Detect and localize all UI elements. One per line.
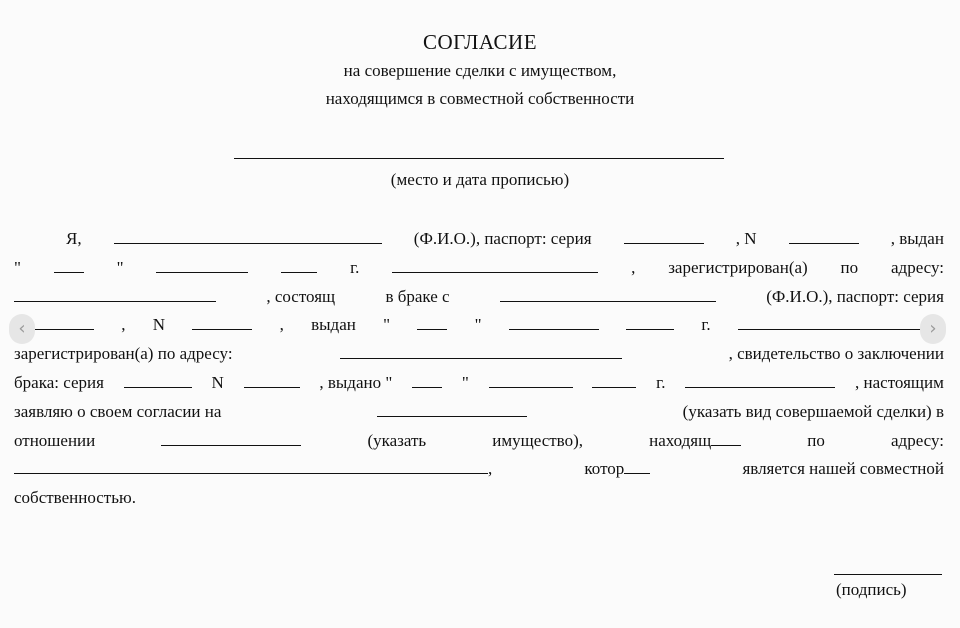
body-line-3 <box>14 283 944 312</box>
document-title: СОГЛАСИЕ <box>422 30 538 54</box>
body-line-5 <box>14 340 944 369</box>
spouse-issue-day-blank <box>417 315 447 330</box>
text-segment: , настоящим <box>855 372 944 392</box>
spouse-issued-by-blank <box>738 315 944 330</box>
issue-year-blank <box>281 258 317 273</box>
text-segment: котор <box>584 459 625 479</box>
text-segment: " <box>14 257 21 277</box>
text-segment: (указать <box>367 430 427 450</box>
text-segment: г. <box>701 315 711 335</box>
text-segment: " <box>116 257 124 277</box>
text-segment: является нашей совместной <box>742 459 944 479</box>
text-segment: в браке с <box>385 286 450 306</box>
text-segment: , <box>488 459 493 479</box>
document-subtitle-line-1: на совершение сделки с имуществом, <box>343 61 617 80</box>
text-segment: адресу: <box>891 430 944 450</box>
text-segment: N <box>152 315 166 335</box>
text-segment: имущество), <box>492 430 583 450</box>
issue-day-blank <box>54 258 84 273</box>
text-segment: Я, <box>66 229 82 248</box>
body-line-8 <box>14 427 944 456</box>
body-line-7 <box>14 398 944 427</box>
certificate-issuer-blank <box>685 373 835 388</box>
text-segment: по <box>807 430 825 450</box>
text-segment: , <box>631 257 636 277</box>
text-segment: , N <box>735 229 757 248</box>
text-segment: г. <box>350 257 360 277</box>
certificate-day-blank <box>412 373 442 388</box>
property-blank <box>161 431 301 446</box>
document-subtitle-line-2: находящимся в совместной собственности <box>325 89 635 108</box>
spouse-issue-month-blank <box>509 315 599 330</box>
body-line-4 <box>14 311 944 340</box>
text-segment: , свидетельство о заключении <box>728 344 944 364</box>
passport-number-blank <box>789 229 859 244</box>
text-segment: , <box>279 315 284 335</box>
property-address-blank <box>14 459 488 474</box>
passport-series-blank <box>624 229 704 244</box>
chevron-right-icon[interactable]: › <box>920 314 946 344</box>
text-segment: брака: серия <box>14 372 104 392</box>
text-segment: зарегистрирован(а) по адресу: <box>14 344 233 364</box>
address-blank <box>14 287 216 302</box>
certificate-number-blank <box>244 373 300 388</box>
text-segment: " <box>474 315 482 335</box>
text-segment: , <box>121 315 126 335</box>
text-segment: адресу: <box>891 257 944 277</box>
text-segment: " <box>461 372 469 392</box>
text-segment: выдан <box>311 315 356 335</box>
text-segment: , состоящ <box>266 286 336 306</box>
issued-by-blank <box>392 258 598 273</box>
deal-type-blank <box>377 402 527 417</box>
text-segment: , выдано " <box>319 372 393 392</box>
chevron-left-icon[interactable]: ‹ <box>9 314 35 344</box>
spouse-fio-blank <box>500 287 716 302</box>
text-segment: (указать вид совершаемой сделки) в <box>682 401 944 421</box>
consent-body <box>14 225 944 513</box>
signature-blank <box>834 574 942 575</box>
text-segment: зарегистрирован(а) <box>668 257 808 277</box>
text-segment: находящ <box>649 430 712 450</box>
body-line-1 <box>14 225 944 254</box>
place-date-blank <box>234 158 724 159</box>
body-line-6 <box>14 369 944 398</box>
certificate-year-blank <box>592 373 636 388</box>
spouse-address-blank <box>340 344 622 359</box>
place-date-caption: (место и дата прописью) <box>390 170 570 189</box>
signature-caption: (подпись) <box>836 580 907 599</box>
text-segment: (Ф.И.О.), паспорт: серия <box>413 229 592 248</box>
body-line-9 <box>14 455 944 484</box>
body-line-2 <box>14 254 944 283</box>
text-segment: г. <box>656 372 666 392</box>
which-ending-blank <box>624 459 650 474</box>
fio-blank <box>114 229 382 244</box>
spouse-number-blank <box>192 315 252 330</box>
certificate-month-blank <box>489 373 573 388</box>
text-segment: собственностью. <box>14 488 136 508</box>
text-segment: заявляю о своем согласии на <box>14 401 222 421</box>
certificate-series-blank <box>124 373 192 388</box>
body-line-10 <box>14 484 944 513</box>
spouse-issue-year-blank <box>626 315 674 330</box>
text-segment: N <box>211 372 224 392</box>
text-segment: " <box>383 315 391 335</box>
property-ending-blank <box>711 431 741 446</box>
issue-month-blank <box>156 258 248 273</box>
text-segment: , выдан <box>890 229 944 248</box>
text-segment: (Ф.И.О.), паспорт: серия <box>766 286 944 306</box>
text-segment: по <box>840 257 859 277</box>
text-segment: отношении <box>14 430 96 450</box>
